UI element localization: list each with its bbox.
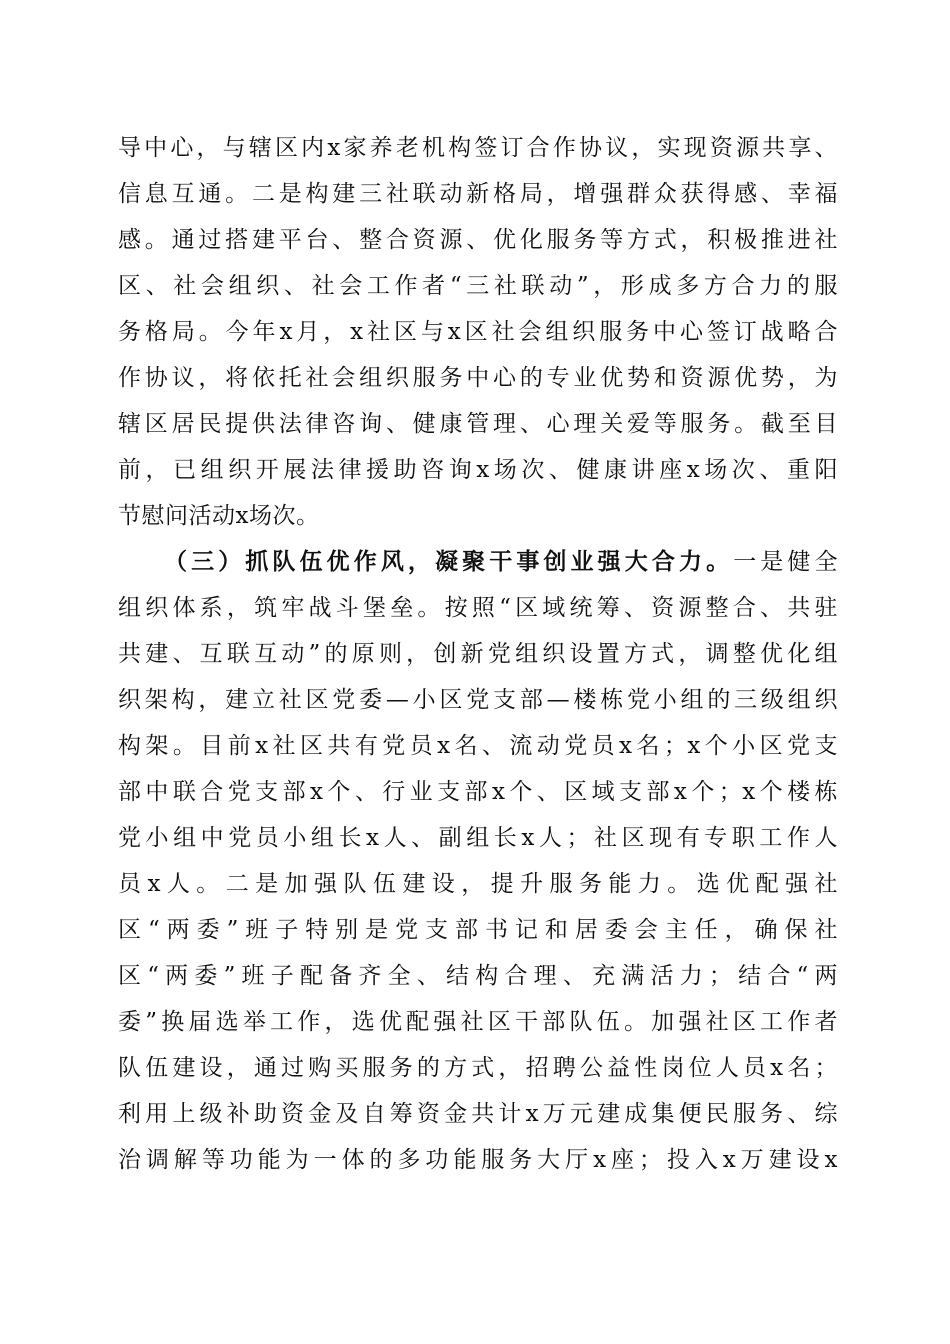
paragraph-line: 节慰问活动x场次。 bbox=[118, 503, 320, 529]
paragraph-line: 前，已组织开展法律援助咨询x场次、健康讲座x场次、重阳 bbox=[118, 457, 838, 483]
paragraph-line: 织架构，建立社区党委—小区党支部—楼栋党小组的三级组织 bbox=[118, 687, 838, 713]
paragraph-line: 利用上级补助资金及自筹资金共计x万元建成集便民服务、综 bbox=[118, 1101, 838, 1127]
paragraph-line: 区、社会组织、社会工作者“三社联动”，形成多方合力的服 bbox=[118, 273, 838, 299]
paragraph-line: 组织体系，筑牢战斗堡垒。按照“区域统筹、资源整合、共驻 bbox=[118, 595, 838, 621]
paragraph-line: 员x人。二是加强队伍建设，提升服务能力。选优配强社 bbox=[118, 871, 838, 897]
paragraph-line: 区“两委”班子配备齐全、结构合理、充满活力；结合“两 bbox=[118, 963, 838, 989]
paragraph-1 bbox=[118, 125, 838, 539]
paragraph-line: 党小组中党员小组长x人、副组长x人；社区现有专职工作人 bbox=[118, 825, 838, 851]
paragraph-line: 区“两委”班子特别是党支部书记和居委会主任，确保社 bbox=[118, 917, 838, 943]
paragraph-line: 构架。目前x社区共有党员x名、流动党员x名；x个小区党支 bbox=[118, 733, 838, 759]
paragraph-line: 共建、互联互动”的原则，创新党组织设置方式，调整优化组 bbox=[118, 641, 838, 667]
paragraph-line: 导中心，与辖区内x家养老机构签订合作协议，实现资源共享、 bbox=[118, 135, 838, 161]
paragraph-line: 信息互通。二是构建三社联动新格局，增强群众获得感、幸福 bbox=[118, 181, 838, 207]
paragraph-line: 务格局。今年x月，x社区与x区社会组织服务中心签订战略合 bbox=[118, 319, 838, 345]
paragraph-line: 队伍建设，通过购买服务的方式，招聘公益性岗位人员x名； bbox=[118, 1055, 838, 1081]
paragraph-line: 辖区居民提供法律咨询、健康管理、心理关爱等服务。截至目 bbox=[118, 411, 838, 437]
paragraph-line: 作协议，将依托社会组织服务中心的专业优势和资源优势，为 bbox=[118, 365, 838, 391]
paragraph-line: 部中联合党支部x个、行业支部x个、区域支部x个；x个楼栋 bbox=[118, 779, 838, 805]
paragraph-2 bbox=[118, 539, 838, 1183]
paragraph-line: 感。通过搭建平台、整合资源、优化服务等方式，积极推进社 bbox=[118, 227, 838, 253]
section-heading: （三）抓队伍优作风，凝聚干事创业强大合力。 bbox=[164, 548, 734, 575]
paragraph-line: 委”换届选举工作，选优配强社区干部队伍。加强社区工作者 bbox=[118, 1009, 838, 1035]
heading-continuation: 一是健全 bbox=[733, 549, 839, 575]
paragraph-line: 治调解等功能为一体的多功能服务大厅x座；投入x万建设x bbox=[118, 1147, 838, 1173]
paragraph-first-line bbox=[118, 539, 838, 585]
